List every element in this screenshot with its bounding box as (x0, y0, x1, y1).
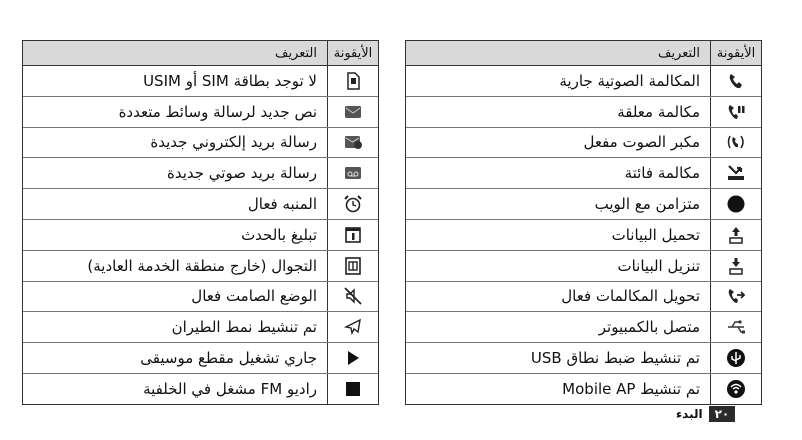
page-number: ٢٠ (709, 406, 736, 422)
usb-tethering-icon (726, 348, 746, 368)
call-forward-icon (726, 286, 746, 306)
table-row (406, 343, 761, 374)
table-row (23, 66, 378, 97)
table-row (406, 158, 761, 189)
speakerphone-icon (726, 132, 746, 152)
alarm-icon (343, 194, 363, 214)
status-icons-table-right (405, 40, 762, 405)
row-description: متصل بالكمبيوتر (598, 318, 700, 337)
missed-call-icon (726, 163, 746, 183)
table-row (23, 282, 378, 313)
row-description: تم تنشيط نمط الطيران (171, 318, 317, 337)
table-row (23, 251, 378, 282)
row-description: مكالمة معلقة (617, 102, 700, 121)
page-footer (676, 406, 735, 422)
fm-radio-icon (343, 379, 363, 399)
row-description: متزامن مع الويب (594, 195, 700, 214)
table-row (23, 374, 378, 404)
call-hold-icon (726, 102, 746, 122)
table-row (406, 66, 761, 97)
table-row (406, 251, 761, 282)
table-row (23, 312, 378, 343)
row-description: الوضع الصامت فعال (191, 287, 317, 306)
upload-icon (726, 225, 746, 245)
table-row (406, 128, 761, 159)
row-description: تم تنشيط Mobile AP (562, 379, 700, 398)
row-description: تم تنشيط ضبط نطاق USB (530, 349, 700, 368)
table-row (23, 158, 378, 189)
download-icon (726, 256, 746, 276)
calendar-icon (343, 225, 363, 245)
row-description: مكالمة فائتة (624, 164, 700, 183)
email-icon (343, 132, 363, 152)
row-description: رسالة بريد صوتي جديدة (166, 164, 317, 183)
icon-column-header: الأيقونة (327, 41, 378, 65)
description-column-header: التعريف (274, 45, 317, 61)
row-description: تحميل البيانات (611, 225, 700, 244)
row-description: المنبه فعال (247, 195, 317, 214)
silent-mode-icon (343, 286, 363, 306)
table-row (23, 343, 378, 374)
table-header (406, 41, 761, 66)
mobile-ap-icon (726, 379, 746, 399)
row-description: تنزيل البيانات (617, 256, 700, 275)
roaming-icon (343, 256, 363, 276)
row-description: مكبر الصوت مفعل (583, 133, 700, 152)
phone-handset-icon (726, 71, 746, 91)
table-row (23, 220, 378, 251)
table-row (23, 189, 378, 220)
icon-column-header: الأيقونة (710, 41, 761, 65)
status-icons-table-left (22, 40, 379, 405)
row-description: المكالمة الصوتية جارية (559, 71, 700, 90)
row-description: جاري تشغيل مقطع موسيقى (140, 349, 317, 368)
table-row (406, 312, 761, 343)
voicemail-icon (343, 163, 363, 183)
section-title: البدء (676, 407, 703, 421)
pc-connection-icon (726, 317, 746, 337)
row-description: نص جديد لرسالة وسائط متعددة (118, 102, 317, 121)
table-row (406, 97, 761, 128)
table-row (406, 374, 761, 404)
airplane-icon (343, 317, 363, 337)
play-icon (343, 348, 363, 368)
table-row (406, 282, 761, 313)
row-description: لا توجد بطاقة SIM أو USIM (143, 71, 317, 90)
row-description: تحويل المكالمات فعال (561, 287, 700, 306)
table-row (23, 128, 378, 159)
web-sync-icon (726, 194, 746, 214)
row-description: التجوال (خارج منطقة الخدمة العادية) (87, 256, 317, 275)
row-description: تبليغ بالحدث (241, 225, 317, 244)
table-row (23, 97, 378, 128)
table-row (406, 189, 761, 220)
table-row (406, 220, 761, 251)
row-description: رسالة بريد إلكتروني جديدة (150, 133, 317, 152)
mms-icon (343, 102, 363, 122)
row-description: راديو FM مشغل في الخلفية (143, 379, 317, 398)
description-column-header: التعريف (657, 45, 700, 61)
no-sim-icon (343, 71, 363, 91)
table-header (23, 41, 378, 66)
